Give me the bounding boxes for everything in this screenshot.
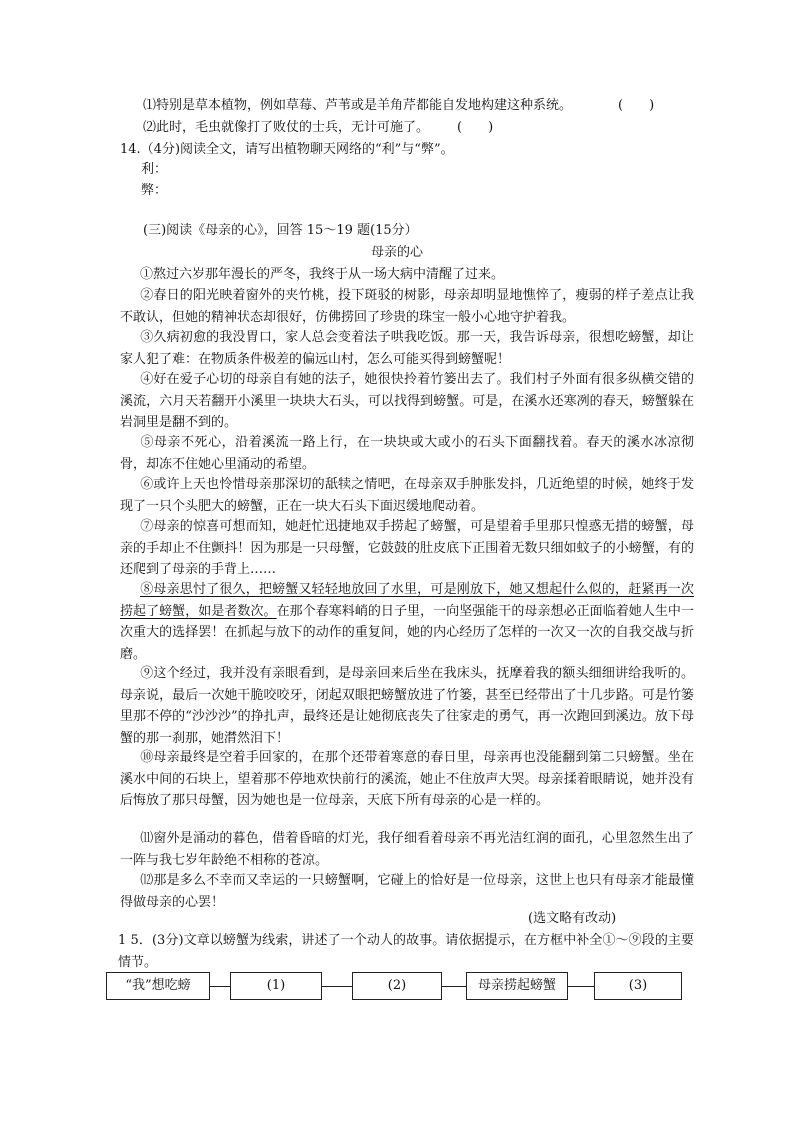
paragraph-8: [120, 579, 694, 665]
paragraph-5: [120, 432, 694, 475]
q13-item-2-answer-paren[interactable]: ( ): [457, 120, 494, 135]
paragraph-2-text: ②春日的阳光映着窗外的夹竹桃，投下斑驳的树影，母亲却明显地憔悴了，瘦弱的样子差点让我不敢认，但她的精神状态却很好，仿佛捞回了珍贵的珠宝一般小心地守护着我。: [120, 288, 694, 325]
source-note: (选文略有改动): [528, 911, 617, 926]
q13-item-1: [143, 96, 654, 116]
paragraph-11-text: ⑾窗外是涌动的暮色，借着昏暗的灯光，我仔细看着母亲不再光洁红润的面孔，心里忽然生出了一阵与我七岁年龄绝不相称的苍凉。: [120, 831, 694, 868]
paragraph-3-text: ③久病初愈的我没胃口，家人总会变着法子哄我吃饭。那一天，我告诉母亲，很想吃螃蟹，却让家人犯了难：在物质条件极差的偏远山村，怎么可能买得到螃蟹呢！: [120, 330, 694, 367]
q14-bi-label: 弊：: [141, 183, 168, 198]
paragraph-7-text: ⑦母亲的惊喜可想而知，她赶忙迅捷地双手捞起了螃蟹，可是望着手里那只惶惑无措的螃蟹，母亲的手却止不住颤抖！因为那是一只母蟹，它鼓鼓的肚皮底下正围着无数只细如蚊子的小螃蟹，有的还爬到了母亲的手背上……: [120, 519, 694, 578]
flow-connector-1: [210, 986, 230, 987]
q14-prompt: 14.（4分)阅读全文，请写出植物聊天网络的“利”与“弊”。: [120, 142, 454, 157]
paragraph-9-text: ⑨这个经过，我并没有亲眼看到，是母亲回来后坐在我床头，抚摩着我的额头细细讲给我听的。母亲说，最后一次她干脆咬咬牙，闭起双眼把螃蟹放进了竹篓，甚至已经带出了十几步路。可是竹篓里那不停的“沙沙沙”的挣扎声，最终还是让她彻底丧失了往家走的勇气，再一次跑回到溪边。放下母蟹的那一刹那，她潸然泪下！: [120, 666, 694, 746]
paragraph-12-text: ⑿那是多么不幸而又幸运的一只螃蟹啊，它碰上的恰好是一位母亲，这世上也只有母亲才能最懂得做母亲的心罢！: [120, 873, 694, 910]
q13-item-2: [143, 118, 493, 138]
paragraph-8-text: 在那个春寒料峭的日子里，一向坚强能干的母亲想必正面临着她人生中一次重大的选择罢！在抓起与放下的动作的重复间，她的内心经历了怎样的一次又一次的自我交战与折磨。: [120, 603, 694, 662]
paragraph-11: [120, 828, 694, 871]
flow-box-answer-1[interactable]: (1): [230, 972, 322, 1000]
paragraph-10-text: ⑩母亲最终是空着手回家的，在那个还带着寒意的春日里，母亲再也没能翻到第二只螃蟹。坐在溪水中间的石块上，望着那不停地欢快前行的溪流，她止不住放声大哭。母亲揉着眼睛说，她并没有后悔放了那只母蟹，因为她也是一位母亲，天底下所有母亲的心是一样的。: [120, 750, 694, 809]
q13-item-1-answer-paren[interactable]: ( ): [618, 98, 655, 113]
section-3-heading: (三)阅读《母亲的心》，回答 15～19 题(15分）: [143, 223, 418, 238]
flow-box-1: “我”想吃螃: [106, 972, 210, 1000]
paragraph-12: [120, 870, 694, 913]
paragraph-7: [120, 516, 694, 581]
paragraph-6: [120, 474, 694, 517]
paragraph-4: [120, 369, 694, 434]
article-title: 母亲的心: [370, 245, 423, 260]
paragraph-1: [120, 264, 694, 286]
paragraph-4-text: ④好在爱子心切的母亲自有她的法子，她很快拎着竹篓出去了。我们村子外面有很多纵横交错的溪流，六月天若翻开小溪里一块块大石头，可以找得到螃蟹。可是，在溪水还寒冽的春天，螃蟹躲在岩洞里是翻不到的。: [120, 372, 694, 431]
flow-box-4: 母亲捞起螃蟹: [466, 972, 568, 1000]
flow-box-answer-3[interactable]: (3): [594, 972, 682, 1000]
q14-li-label: 利：: [141, 162, 168, 177]
paragraph-1-text: ①熬过六岁那年漫长的严冬，我终于从一场大病中清醒了过来。: [140, 267, 505, 282]
flow-connector-3: [442, 986, 466, 987]
paragraph-6-text: ⑥或许上天也怜惜母亲那深切的舐犊之情吧，在母亲双手肿胀发抖，几近绝望的时候，她终于发现了一只个头肥大的螃蟹，正在一块大石头下面迟缓地爬动着。: [120, 477, 694, 514]
q13-item-1-text: ⑴特别是草本植物，例如草莓、芦苇或是羊角芹都能自发地构建这种系统。: [143, 98, 573, 113]
flow-box-answer-2[interactable]: (2): [352, 972, 442, 1000]
paragraph-3: [120, 327, 694, 370]
paragraph-9: [120, 663, 694, 749]
q13-item-2-text: ⑵此时，毛虫就像打了败仗的士兵，无计可施了。: [143, 120, 430, 135]
q15-prompt: 1 5．(3分)文章以螃蟹为线索，讲述了一个动人的故事。请依据提示，在方框中补全①～⑨段的主要情节。: [118, 933, 694, 970]
flow-connector-4: [568, 986, 594, 987]
flow-connector-2: [322, 986, 352, 987]
paragraph-10: [120, 747, 694, 812]
paragraph-5-text: ⑤母亲不死心，沿着溪流一路上行，在一块块或大或小的石头下面翻找着。春天的溪水冰凉彻骨，却冻不住她心里涌动的希望。: [120, 435, 694, 472]
paragraph-8-underlined-text: ⑧母亲思忖了很久，把螃蟹又轻轻地放回了水里，可是刚放下，她又想起什么似的，赶紧再一次捞起了螃蟹，如是者数次。: [120, 582, 694, 619]
paragraph-2: [120, 285, 694, 328]
